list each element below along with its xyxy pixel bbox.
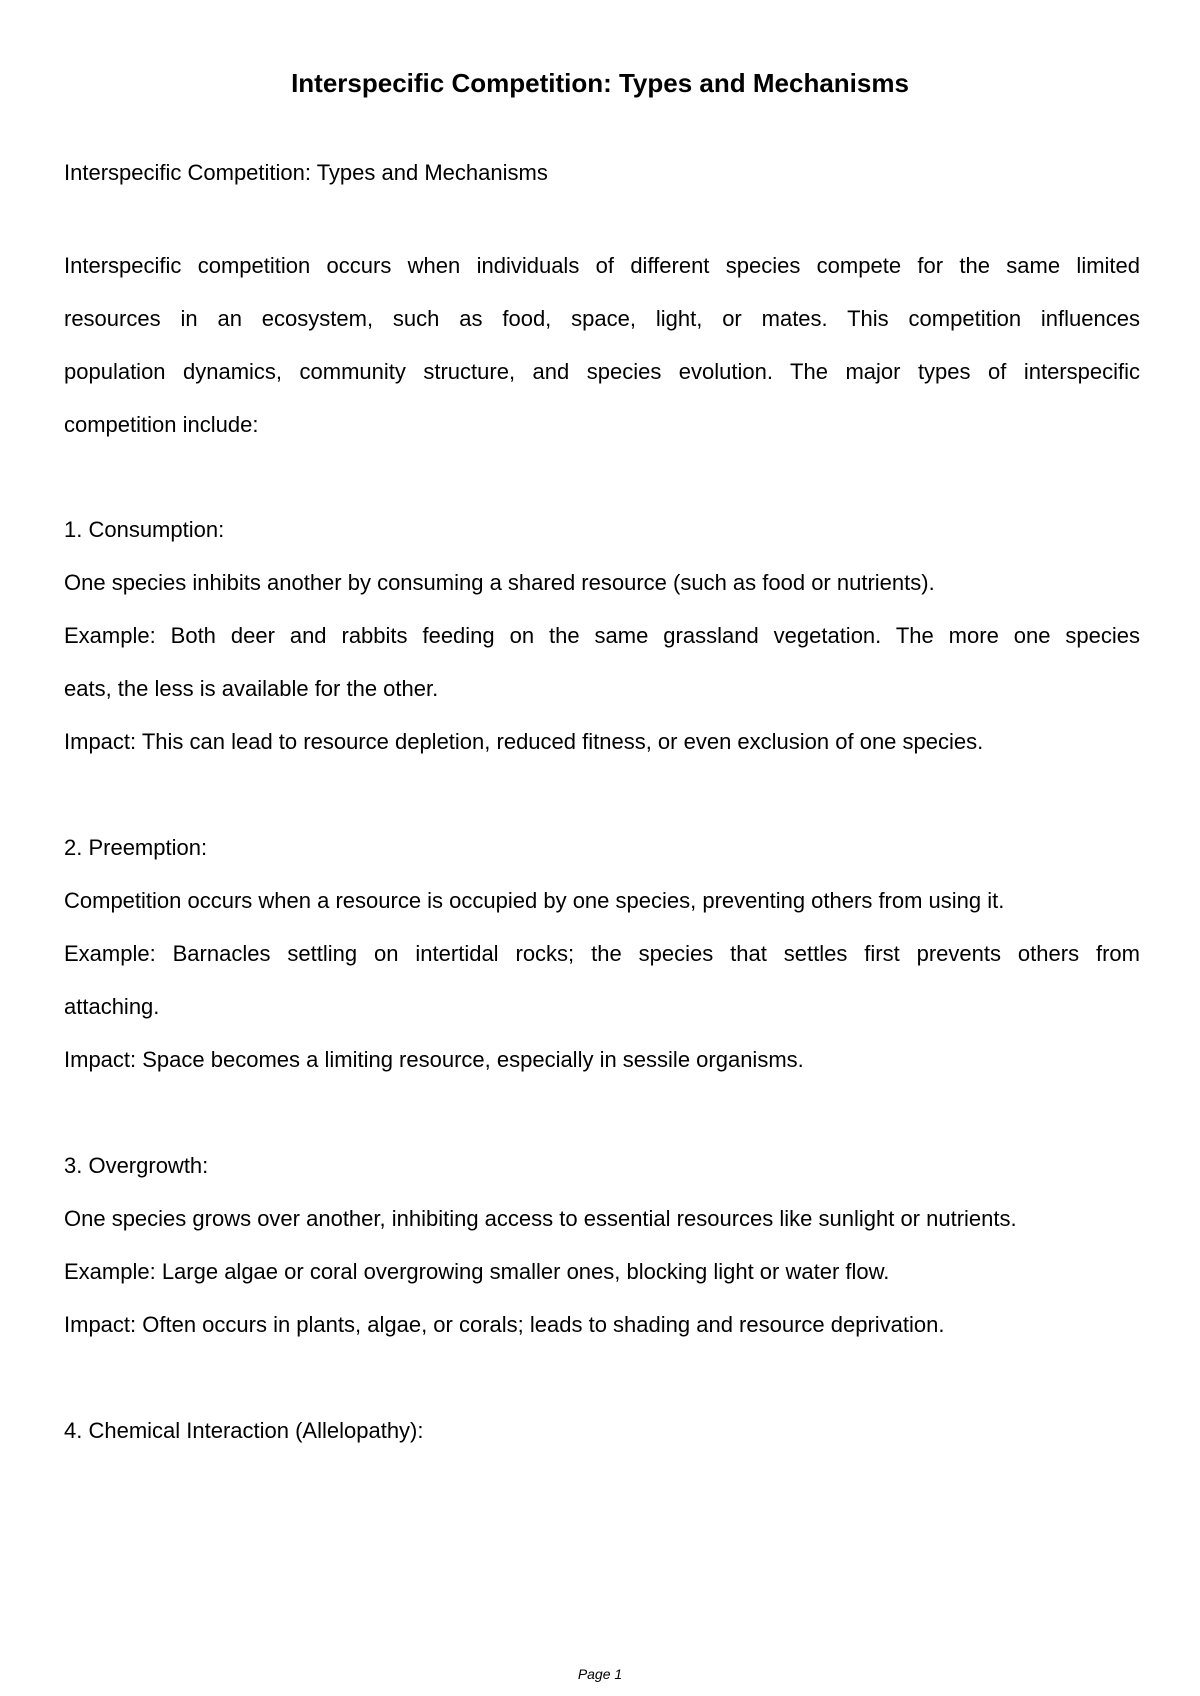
intro-line: competition include: [64, 412, 259, 437]
section-heading-allelopathy: 4. Chemical Interaction (Allelopathy): [64, 1418, 424, 1443]
preemption-example-cont: attaching. [64, 994, 160, 1019]
overgrowth-example: Example: Large algae or coral overgrowing smaller ones, blocking light or water flow. [64, 1259, 890, 1284]
section-heading-preemption: 2. Preemption: [64, 835, 208, 860]
preemption-example: Example: Barnacles settling on intertidal rocks; the species that settles first prevents others from [64, 941, 1140, 966]
section-heading-overgrowth: 3. Overgrowth: [64, 1153, 209, 1178]
intro-line: Interspecific competition occurs when individuals of different species compete for the same limited [64, 253, 1140, 278]
preemption-definition: Competition occurs when a resource is occupied by one species, preventing others from using it. [64, 888, 1005, 913]
section-heading-consumption: 1. Consumption: [64, 517, 225, 542]
intro-line: resources in an ecosystem, such as food, space, light, or mates. This competition influences [64, 306, 1140, 331]
subtitle: Interspecific Competition: Types and Mechanisms [64, 160, 548, 185]
consumption-impact: Impact: This can lead to resource depletion, reduced fitness, or even exclusion of one species. [64, 729, 984, 754]
preemption-impact: Impact: Space becomes a limiting resource, especially in sessile organisms. [64, 1047, 804, 1072]
page-number: Page 1 [577, 1666, 623, 1682]
consumption-definition: One species inhibits another by consuming a shared resource (such as food or nutrients). [64, 570, 935, 595]
overgrowth-impact: Impact: Often occurs in plants, algae, or corals; leads to shading and resource deprivation. [64, 1312, 945, 1337]
consumption-example-cont: eats, the less is available for the other. [64, 676, 439, 701]
page-title: Interspecific Competition: Types and Mechanisms [291, 68, 909, 98]
overgrowth-definition: One species grows over another, inhibiting access to essential resources like sunlight or nutrients. [64, 1206, 1017, 1231]
intro-line: population dynamics, community structure, and species evolution. The major types of interspecific [64, 359, 1140, 384]
consumption-example: Example: Both deer and rabbits feeding on the same grassland vegetation. The more one species [64, 623, 1140, 648]
